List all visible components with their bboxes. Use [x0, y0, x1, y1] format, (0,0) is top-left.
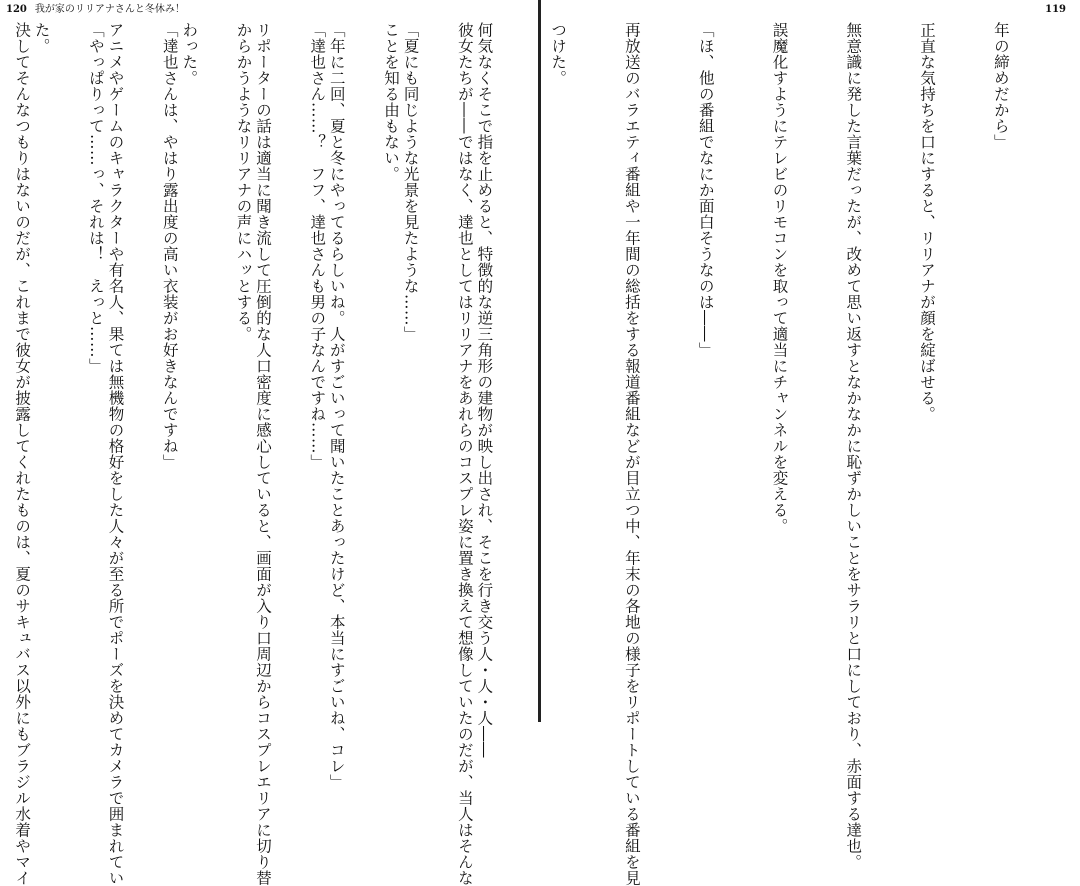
- text-line: 年の締めだから」: [991, 22, 1010, 150]
- text-line: ことを知る由もない。: [382, 22, 401, 182]
- text-line: リポーターの話は適当に聞き流して圧倒的な人口密度に感心していると、画面が入り口周辺からコスプレエリアに切り替: [254, 22, 272, 886]
- text-line: からかうようなリリアナの声にハッとする。: [234, 22, 253, 342]
- text-line: た。: [32, 22, 51, 54]
- text-line: 「やっぱりって……っ、それは！ えっと……」: [86, 22, 105, 374]
- left-page-number: 120: [6, 4, 27, 15]
- text-line: 「達也さん……？ フフ、達也さんも男の子なんですね……」: [308, 22, 327, 470]
- text-line: 「夏にも同じような光景を見たような……」: [401, 22, 420, 342]
- right-page-body: [0, 22, 1062, 886]
- text-line: 「ほ、他の番組でなにか面白そうなのは――」: [696, 22, 715, 358]
- text-line: 再放送のバラエティ番組や一年間の総括をする報道番組などが目立つ中、年末の各地の様子をリポートしている番組を見: [622, 22, 641, 886]
- text-line: 無意識に発した言葉だったが、改めて思い返すとなかなかに恥ずかしいことをサラリと口にしており、赤面する達也。: [844, 22, 863, 870]
- text-line: 彼女たちが――ではなく、達也としてはリリアナをあれらのコスプレ姿に置き換えて想像していたのだが、当人はそんな: [455, 22, 474, 886]
- text-line: 決してそんなつもりはないのだが、これまで彼女が披露してくれたものは、夏のサキュバス以外にもブラジル水着やマイ: [13, 22, 32, 886]
- text-line: 正直な気持ちを口にすると、リリアナが顔を綻ばせる。: [918, 22, 937, 422]
- text-line: つけた。: [549, 22, 568, 86]
- text-line: 「年に二回、夏と冬にやってるらしいね。人がすごいって聞いたことあったけど、本当にすごいね、コレ」: [327, 22, 346, 790]
- text-line: 誤魔化すようにテレビのリモコンを取って適当にチャンネルを変える。: [770, 22, 789, 534]
- text-line: わった。: [180, 22, 199, 86]
- right-page-number: 119: [1045, 4, 1066, 15]
- text-line: アニメやゲームのキャラクターや有名人、果ては無機物の格好をした人々が至る所でポーズを決めてカメラで囲まれてい: [106, 22, 125, 886]
- text-line: 「達也さんは、やはり露出度の高い衣装がお好きなんですね」: [160, 22, 179, 470]
- left-page-header: [6, 4, 185, 16]
- text-line: 何気なくそこで指を止めると、特徴的な逆三角形の建物が映し出され、そこを行き交う人・人・人――: [475, 22, 494, 758]
- running-head: 我が家のリリアナさんと冬休み！: [34, 4, 185, 15]
